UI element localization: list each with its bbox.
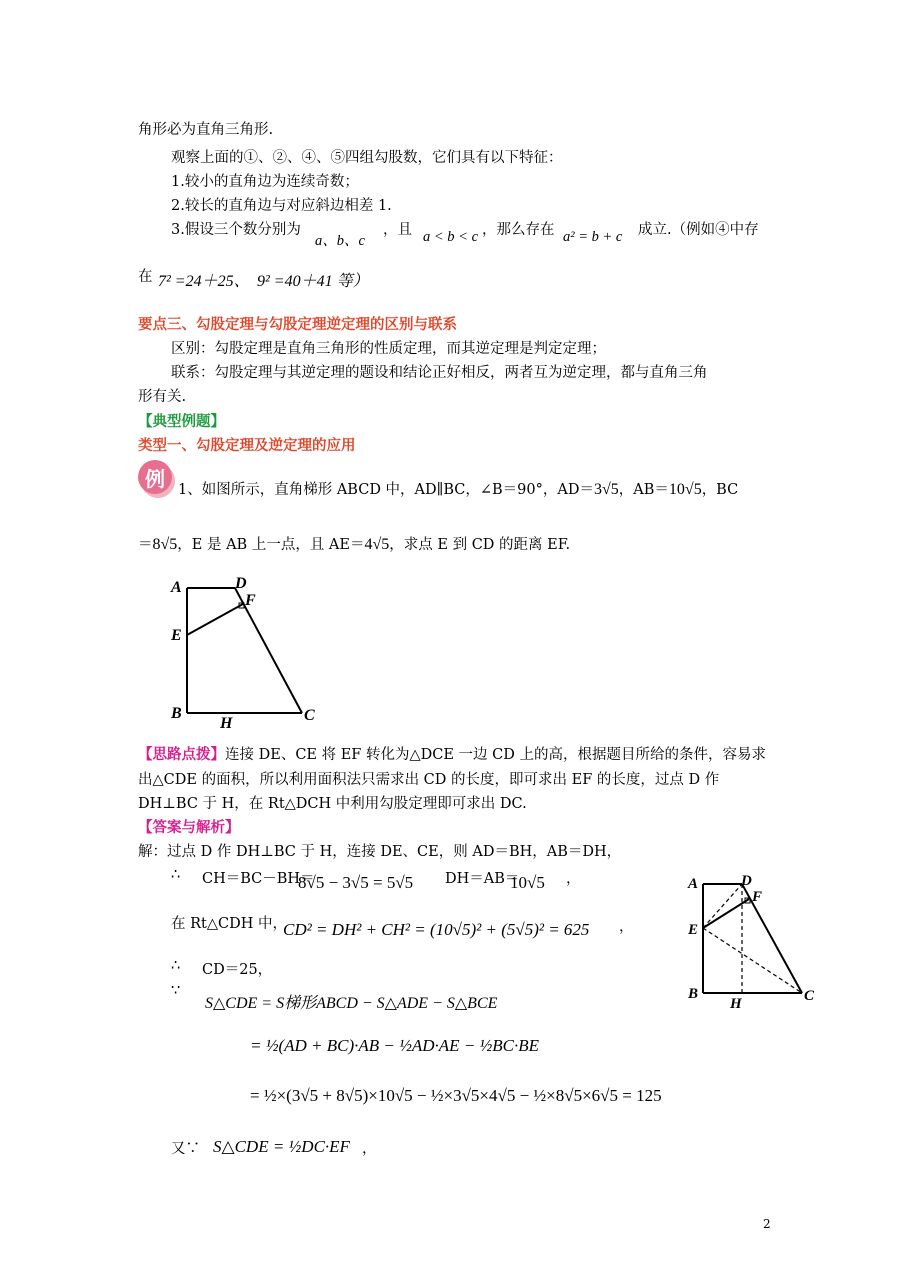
rt-triangle-text: 在 Rt△CDH 中， [171, 916, 287, 932]
comma: ， [566, 871, 581, 887]
also-because: 又∵ [171, 1141, 200, 1157]
solution-figure [686, 868, 826, 1014]
dh-label: DH＝AB＝ [445, 871, 520, 887]
relation-text-cont: 形有关. [138, 389, 187, 405]
fig2-label-a: A [688, 876, 699, 892]
area-formula-step: = ½(AD + BC)·AB − ½AD·AE − ½BC·BE [250, 1036, 540, 1055]
bc-value: 8√5 [152, 536, 178, 553]
label-b: B [171, 705, 182, 722]
fig2-label-c: C [804, 988, 815, 1004]
cd-result: CD＝25， [202, 962, 273, 978]
hint-tag: 【思路点拨】 [138, 746, 225, 763]
example-badge: 例 [138, 460, 172, 494]
label-d: D [235, 575, 247, 592]
ch-expr: 8√5 − 3√5 = 5√5 [298, 873, 414, 892]
therefore-symbol-1: ∴ [171, 867, 181, 883]
intro-line-2: 观察上面的①、②、④、⑤四组勾股数，它们具有以下特征： [171, 150, 563, 166]
feature-3-eq: a² = b + c [563, 229, 623, 245]
area-numeric-step: = ½×(3√5 + 8√5)×10√5 − ½×3√5×4√5 − ½×8√5×6√5 = 125 [250, 1086, 662, 1105]
example-9: 9² =40＋41 等） [257, 273, 369, 290]
dh-value: 10√5 [510, 873, 545, 892]
fig2-label-b: B [688, 986, 699, 1002]
pythagorean-expr: CD² = DH² + CH² = (10√5)² + (5√5)² = 625 [283, 920, 590, 939]
feature-3-then: ，那么存在 [482, 222, 555, 238]
feature-3-and: ，且 [383, 222, 412, 238]
label-c: C [304, 707, 315, 724]
label-h: H [220, 715, 233, 728]
fig2-label-f: F [752, 889, 763, 905]
trapezoid-figure [165, 568, 325, 728]
intro-line-1: 角形必为直角三角形. [138, 122, 274, 138]
example-prefix: 在 [138, 269, 153, 285]
label-e: E [171, 627, 182, 644]
label-f: F [245, 592, 256, 609]
ch-label: CH＝BC－BH＝ [202, 871, 315, 887]
feature-3-tail: 成立.（例如④中存 [638, 222, 759, 238]
page-number: 2 [763, 1217, 771, 1231]
feature-1: 1.较小的直角边为连续奇数； [171, 174, 359, 190]
fig2-label-d: D [741, 873, 752, 889]
ad-value: 3√5 [593, 481, 619, 498]
answer-tag: 【答案与解析】 [138, 819, 240, 836]
example-7: 7² =24＋25、 [158, 273, 250, 290]
hint-line-3: DH⊥BC 于 H，在 Rt△DCH 中利用勾股定理即可求出 DC. [138, 796, 527, 812]
hint-line-2: 出△CDE 的面积，所以利用面积法只需求出 CD 的长度，即可求出 EF 的长度，过点 D 作 [138, 772, 720, 788]
section-3-title: 要点三、勾股定理与勾股定理逆定理的区别与联系 [138, 316, 457, 333]
feature-3: 3.假设三个数分别为 [171, 222, 301, 238]
therefore-symbol-2: ∴ [171, 958, 181, 974]
hint-line-1: 【思路点拨】连接 DE、CE 将 EF 转化为△DCE 一边 CD 上的高，根据题目所给的条件，容易求 [138, 746, 766, 763]
area-decomposition: S△CDE = S梯形ABCD − S△ADE − S△BCE [205, 995, 498, 1012]
ae-value: 4√5 [364, 536, 390, 553]
feature-2: 2.较长的直角边与对应斜边相差 1. [171, 198, 392, 214]
because-symbol: ∵ [171, 983, 181, 999]
feature-3-ineq: a < b < c [423, 229, 479, 245]
fig2-label-h: H [730, 996, 742, 1012]
comma: ， [619, 919, 634, 935]
fig2-label-e: E [688, 922, 699, 938]
label-a: A [171, 579, 182, 596]
answer-line-1: 解：过点 D 作 DH⊥BC 于 H，连接 DE、CE，则 AD＝BH，AB＝DH， [138, 844, 622, 860]
question-line-2: ＝8√5，E 是 AB 上一点，且 AE＝4√5，求点 E 到 CD 的距离 EF. [138, 536, 571, 553]
ab-value: 10√5 [668, 481, 702, 498]
comma: ， [362, 1141, 377, 1157]
area-ef-expr: S△CDE = ½DC·EF [213, 1137, 350, 1156]
difference-text: 区别：勾股定理是直角三角形的性质定理，而其逆定理是判定定理； [171, 341, 606, 357]
feature-3-vars: a、b、c [315, 233, 365, 249]
type-1-heading: 类型一、勾股定理及逆定理的应用 [138, 437, 356, 454]
typical-examples-heading: 【典型例题】 [138, 413, 225, 430]
relation-text: 联系：勾股定理与其逆定理的题设和结论正好相反，两者互为逆定理，都与直角三角 [171, 365, 708, 381]
question-line-1: 1、如图所示，直角梯形 ABCD 中，AD∥BC，∠B＝90°，AD＝3√5，AB＝10√5，BC [178, 481, 739, 498]
